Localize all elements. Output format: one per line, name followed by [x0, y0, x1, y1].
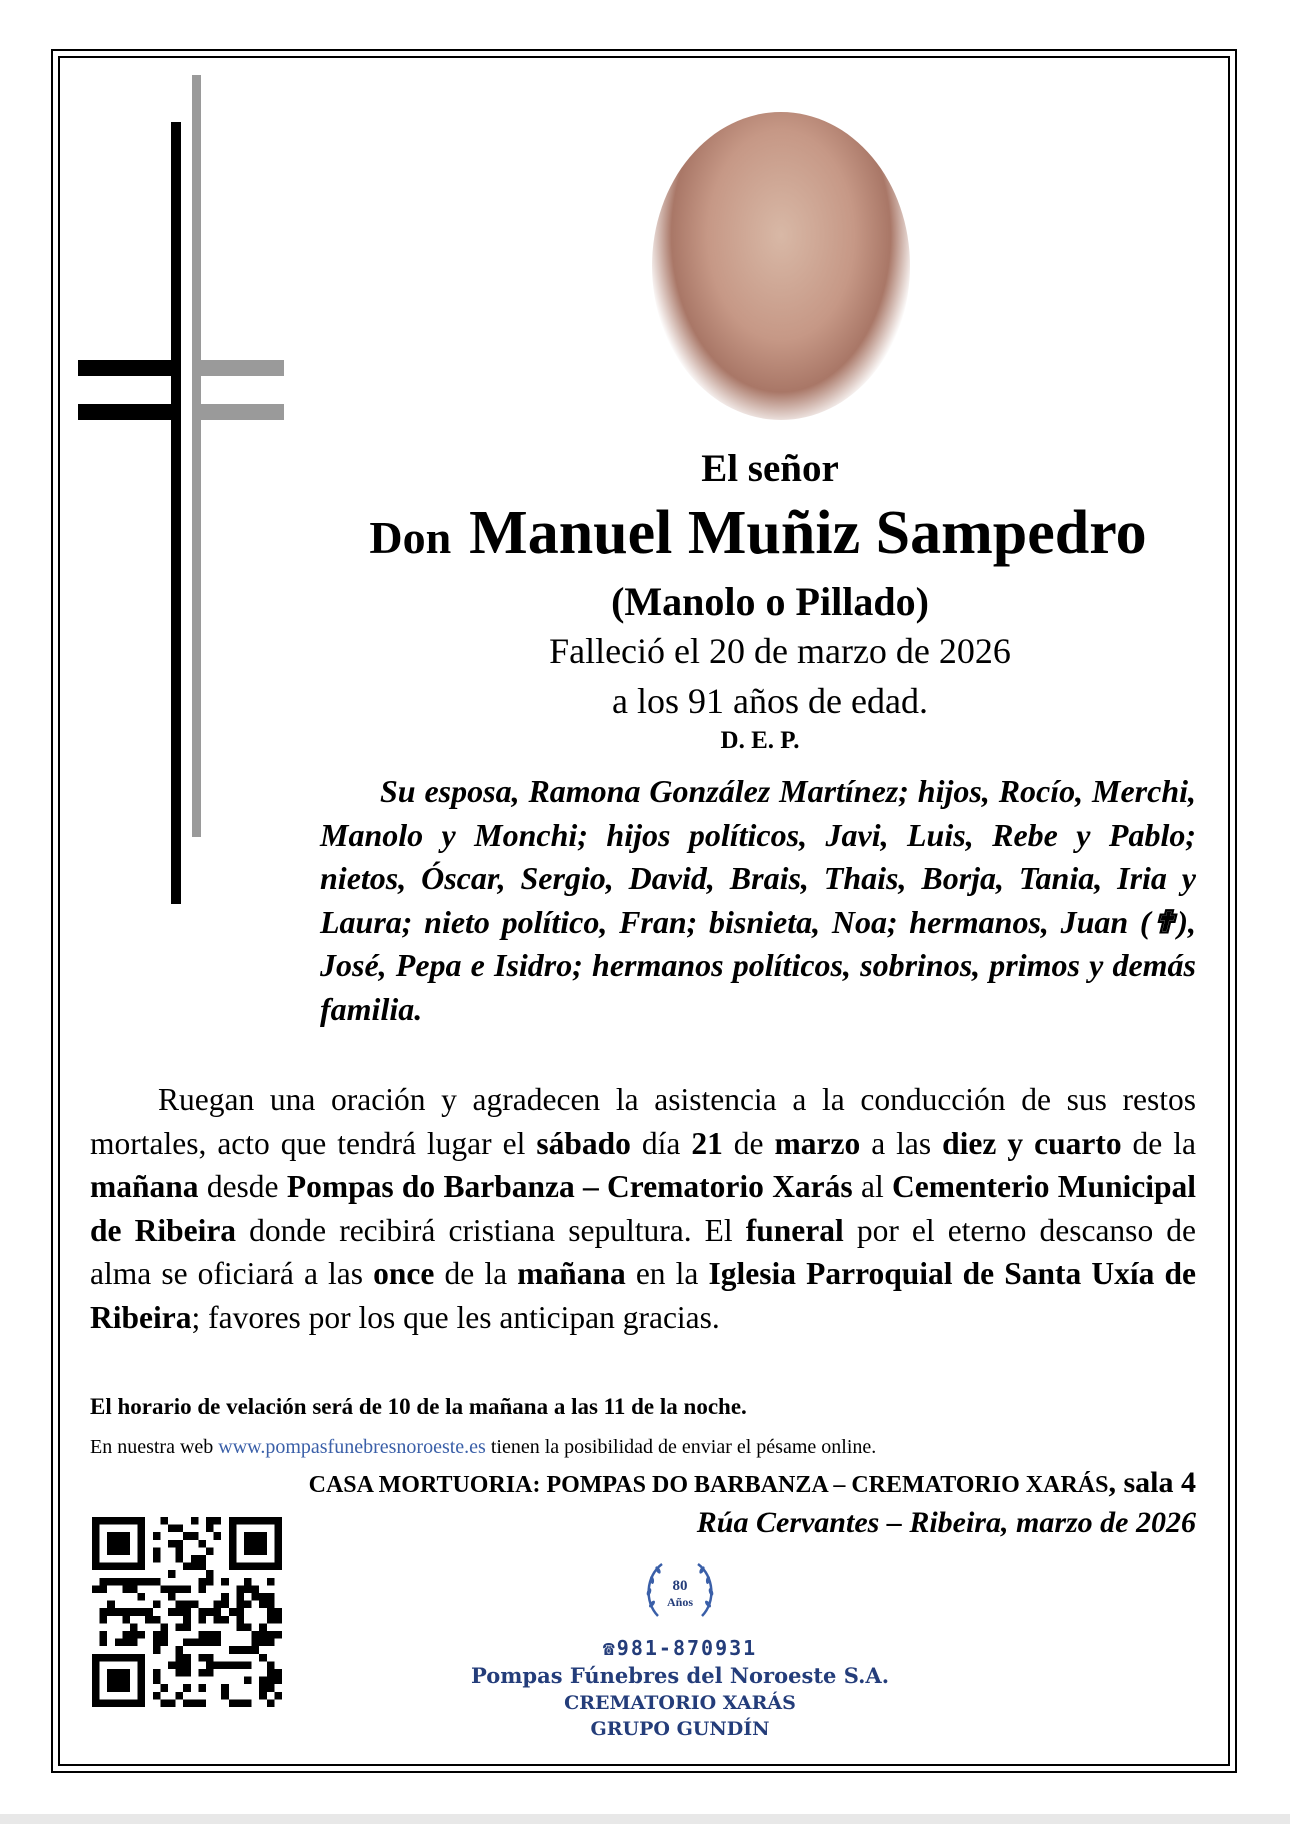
deceased-name-line [318, 498, 1198, 569]
title-senor: El señor [701, 447, 839, 490]
qr-code-icon[interactable] [92, 1516, 282, 1708]
death-date: Falleció el 20 de marzo de 2026 [549, 631, 1011, 671]
deceased-name: Manuel Muñiz Sampedro [469, 499, 1147, 567]
group-name: GRUPO GUNDÍN [590, 1718, 770, 1740]
deceased-alias: (Manolo o Pillado) [611, 579, 929, 624]
crematorio-name: CREMATORIO XARÁS [564, 1692, 796, 1714]
deceased-photo [652, 112, 910, 420]
cross-icon [78, 75, 298, 915]
wake-hours: El horario de velación será de 10 de la mañana a las 11 de la noche. [90, 1394, 747, 1419]
rip-text: D. E. P. [720, 727, 800, 754]
website-link[interactable]: www.pompasfunebresnoroeste.es [218, 1436, 486, 1458]
logo-word: Años [666, 1595, 694, 1609]
company-name: Pompas Fúnebres del Noroeste S.A. [470, 1663, 890, 1688]
mortuary-info: CASA MORTUORIA: POMPAS DO BARBANZA – CREMATORIO XARÁS, sala 4 [308, 1466, 1196, 1499]
bottom-bar [0, 1814, 1290, 1824]
phone-number: ☎981-870931 [602, 1636, 758, 1660]
ceremony-text: Ruegan una oración y agradecen la asistencia a la conducción de sus restos mortales, acto que tendrá lugar el sábado día 21 de marzo a las diez y cuarto de la mañana desde Pompas do Barbanza – Crematorio Xarás al Cementerio Municipal de Ribeira donde recibirá cristiana sepultura. El funeral por el eterno descanso de alma se oficiará a las once de la mañana en la Iglesia Parroquial de Santa Uxía de Ribeira; favores por los que les anticipan gracias. [90, 1082, 1197, 1335]
family-list: Su esposa, Ramona González Martínez; hijos, Rocío, Merchi, Manolo y Monchi; hijos políticos, Javi, Luis, Rebe y Pablo; nietos, Óscar, Sergio, David, Brais, Thais, Borja, Tania, Iria y Laura; nieto político, Fran; bisnieta, Noa; hermanos, Juan (✟), José, Pepa e Isidro; hermanos políticos, sobrinos, primos y demás familia. [320, 773, 1196, 1027]
age: a los 91 años de edad. [612, 681, 928, 721]
web-notice: En nuestra web www.pompasfunebresnoroeste.es tienen la posibilidad de enviar el pésame online. [90, 1436, 877, 1458]
address-date: Rúa Cervantes – Ribeira, marzo de 2026 [696, 1506, 1196, 1539]
anniversary-logo [640, 1552, 720, 1632]
logo-number: 80 [672, 1578, 688, 1594]
honorific: Don [369, 512, 452, 563]
